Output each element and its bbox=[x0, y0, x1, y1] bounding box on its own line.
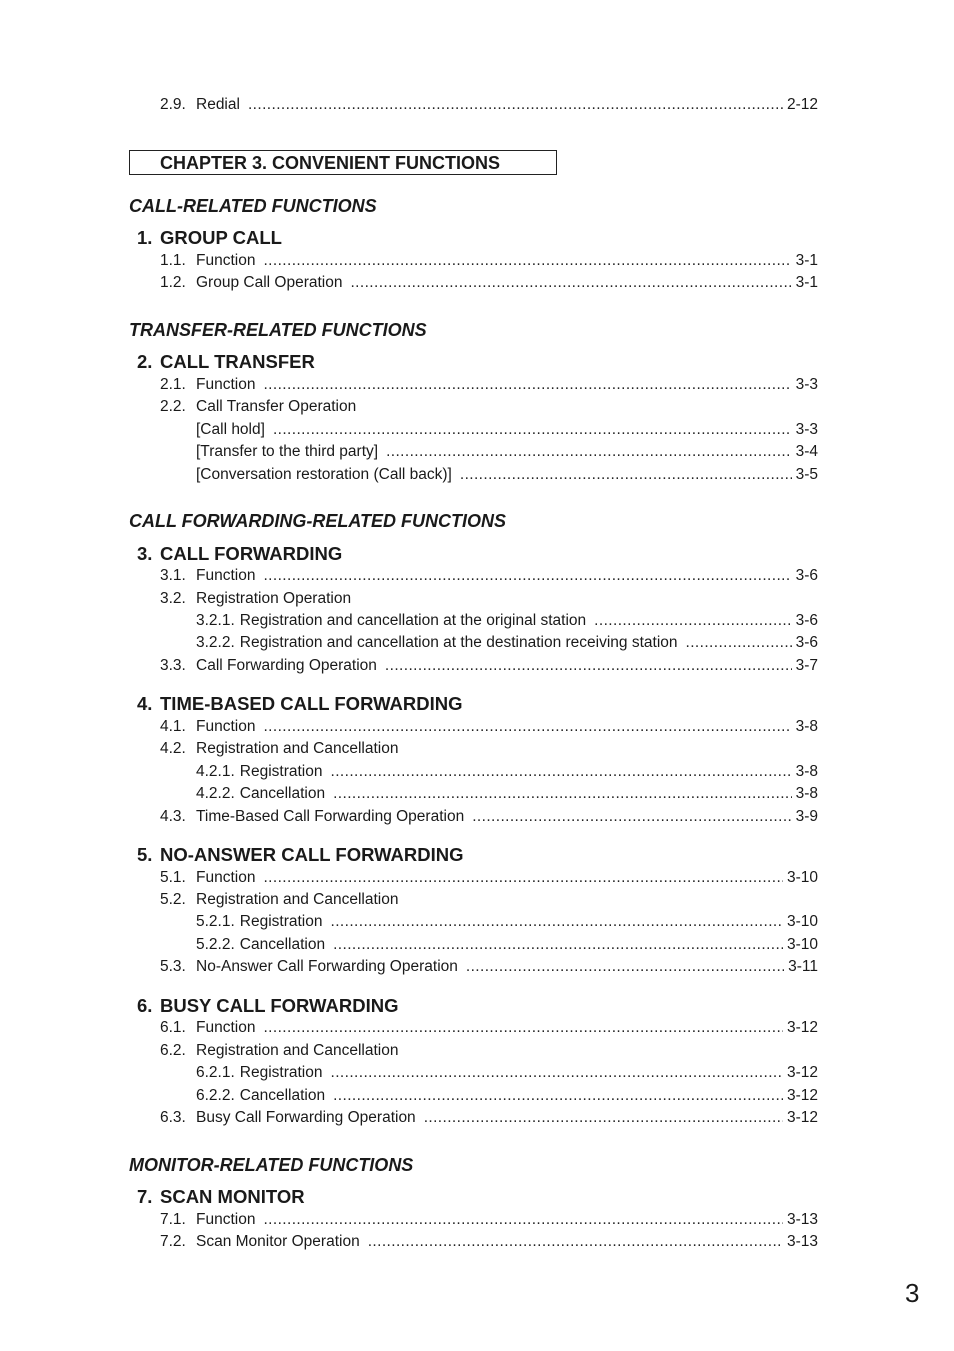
entry-label: Call Forwarding Operation bbox=[196, 657, 377, 674]
dot-leader bbox=[263, 565, 791, 587]
entry-label: Function bbox=[196, 567, 256, 584]
entry-page: 3-13 bbox=[786, 1233, 818, 1250]
entry-page: 3-1 bbox=[795, 252, 818, 269]
section-label: BUSY CALL FORWARDING bbox=[160, 995, 399, 1016]
entry-page: 3-7 bbox=[795, 657, 818, 674]
toc-entry[interactable] bbox=[160, 250, 818, 272]
section-title[interactable] bbox=[137, 844, 464, 866]
dot-leader bbox=[472, 806, 791, 828]
section-label: SCAN MONITOR bbox=[160, 1186, 305, 1207]
toc-entry[interactable] bbox=[160, 889, 818, 911]
section-label: GROUP CALL bbox=[160, 227, 282, 248]
section-title[interactable] bbox=[137, 1186, 305, 1208]
entry-page: 3-10 bbox=[786, 913, 818, 930]
entry-label: Cancellation bbox=[239, 936, 326, 953]
toc-entry[interactable] bbox=[196, 934, 818, 956]
entry-number: 5.2. bbox=[160, 891, 186, 908]
dot-leader bbox=[385, 655, 792, 677]
entry-label: Call Transfer Operation bbox=[196, 398, 357, 415]
toc-entry[interactable] bbox=[196, 632, 818, 654]
dot-leader bbox=[331, 1062, 783, 1084]
entry-number: 7.2. bbox=[160, 1233, 186, 1250]
toc-entry[interactable] bbox=[160, 716, 818, 738]
section-number: 4. bbox=[137, 693, 153, 714]
entry-number: 5.1. bbox=[160, 869, 186, 886]
group-title-transfer-related: TRANSFER-RELATED FUNCTIONS bbox=[129, 320, 427, 340]
entry-label: Busy Call Forwarding Operation bbox=[196, 1109, 416, 1126]
dot-leader bbox=[424, 1107, 783, 1129]
entry-label: Function bbox=[196, 252, 256, 269]
toc-entry[interactable] bbox=[160, 956, 818, 978]
entry-label: Function bbox=[196, 869, 256, 886]
toc-entry[interactable] bbox=[160, 738, 818, 760]
entry-number: 6.2.1. bbox=[196, 1064, 235, 1081]
toc-entry[interactable] bbox=[196, 610, 818, 632]
entry-number: 6.2.2. bbox=[196, 1087, 235, 1104]
toc-entry[interactable] bbox=[160, 867, 818, 889]
entry-label: Redial bbox=[196, 96, 240, 113]
entry-page: 3-10 bbox=[786, 869, 818, 886]
toc-entry[interactable] bbox=[160, 1209, 818, 1231]
entry-number: 2.1. bbox=[160, 376, 186, 393]
toc-entry[interactable] bbox=[160, 1231, 818, 1253]
entry-label: Registration and cancellation at the original station bbox=[239, 612, 587, 629]
entry-number: 1.1. bbox=[160, 252, 186, 269]
dot-leader bbox=[273, 419, 792, 441]
toc-entry[interactable] bbox=[196, 419, 818, 441]
page-number: 3 bbox=[905, 1278, 920, 1308]
dot-leader bbox=[248, 94, 783, 116]
entry-number: 4.1. bbox=[160, 718, 186, 735]
entry-page: 3-6 bbox=[795, 612, 818, 629]
toc-entry[interactable] bbox=[196, 1062, 818, 1084]
entry-label: Function bbox=[196, 376, 256, 393]
entry-number: 4.2.2. bbox=[196, 785, 235, 802]
entry-page: 3-3 bbox=[795, 421, 818, 438]
toc-entry[interactable] bbox=[160, 1040, 818, 1062]
dot-leader bbox=[368, 1231, 783, 1253]
entry-page: 3-12 bbox=[786, 1087, 818, 1104]
toc-entry[interactable] bbox=[160, 565, 818, 587]
section-label: CALL FORWARDING bbox=[160, 543, 343, 564]
toc-entry[interactable] bbox=[160, 655, 818, 677]
dot-leader bbox=[263, 867, 783, 889]
entry-label: [Conversation restoration (Call back)] bbox=[196, 466, 452, 483]
entry-label: Function bbox=[196, 1019, 256, 1036]
toc-entry[interactable] bbox=[160, 1107, 818, 1129]
entry-number: 3.2. bbox=[160, 590, 186, 607]
dot-leader bbox=[263, 716, 791, 738]
entry-page: 2-12 bbox=[786, 96, 818, 113]
entry-page: 3-8 bbox=[795, 763, 818, 780]
section-number: 1. bbox=[137, 227, 153, 248]
section-number: 7. bbox=[137, 1186, 153, 1207]
entry-page: 3-8 bbox=[795, 785, 818, 802]
entry-page: 3-11 bbox=[788, 958, 818, 975]
group-title-monitor-related: MONITOR-RELATED FUNCTIONS bbox=[129, 1155, 414, 1175]
toc-entry[interactable] bbox=[160, 588, 818, 610]
toc-entry[interactable] bbox=[196, 1085, 818, 1107]
entry-number: 5.2.2. bbox=[196, 936, 235, 953]
dot-leader bbox=[263, 1209, 783, 1231]
entry-number: 3.2.2. bbox=[196, 634, 235, 651]
entry-label: [Call hold] bbox=[196, 421, 265, 438]
entry-number: 2.2. bbox=[160, 398, 186, 415]
section-title[interactable] bbox=[137, 227, 282, 249]
group-title-call-related: CALL-RELATED FUNCTIONS bbox=[129, 196, 377, 216]
dot-leader bbox=[331, 911, 783, 933]
entry-number: 6.1. bbox=[160, 1019, 186, 1036]
dot-leader bbox=[333, 783, 792, 805]
group-title-forwarding-related: CALL FORWARDING-RELATED FUNCTIONS bbox=[129, 511, 506, 531]
section-title[interactable] bbox=[137, 351, 315, 373]
entry-label: Registration bbox=[239, 1064, 323, 1081]
entry-label: Registration and cancellation at the destination receiving station bbox=[239, 634, 678, 651]
chapter-heading: CHAPTER 3. CONVENIENT FUNCTIONS bbox=[129, 150, 557, 175]
toc-entry[interactable] bbox=[160, 374, 818, 396]
toc-entry[interactable] bbox=[196, 911, 818, 933]
entry-number: 1.2. bbox=[160, 274, 186, 291]
entry-page: 3-12 bbox=[786, 1064, 818, 1081]
entry-label: Registration and Cancellation bbox=[196, 1042, 399, 1059]
entry-number: 3.1. bbox=[160, 567, 186, 584]
entry-number: 6.2. bbox=[160, 1042, 186, 1059]
entry-page: 3-12 bbox=[786, 1109, 818, 1126]
section-label: NO-ANSWER CALL FORWARDING bbox=[160, 844, 464, 865]
entry-label: Group Call Operation bbox=[196, 274, 343, 291]
dot-leader bbox=[263, 250, 791, 272]
entry-page: 3-6 bbox=[795, 634, 818, 651]
section-title[interactable] bbox=[137, 543, 342, 565]
entry-label: Registration and Cancellation bbox=[196, 891, 399, 908]
toc-entry[interactable] bbox=[196, 441, 818, 463]
section-number: 5. bbox=[137, 844, 153, 865]
toc-entry[interactable] bbox=[196, 761, 818, 783]
section-title[interactable] bbox=[137, 995, 398, 1017]
entry-label: Time-Based Call Forwarding Operation bbox=[196, 808, 465, 825]
entry-page: 3-9 bbox=[795, 808, 818, 825]
dot-leader bbox=[460, 464, 792, 486]
entry-page: 3-8 bbox=[795, 718, 818, 735]
entry-number: 4.3. bbox=[160, 808, 186, 825]
entry-label: [Transfer to the third party] bbox=[196, 443, 379, 460]
entry-page: 3-6 bbox=[795, 567, 818, 584]
entry-page: 3-12 bbox=[786, 1019, 818, 1036]
entry-number: 6.3. bbox=[160, 1109, 186, 1126]
entry-page: 3-10 bbox=[786, 936, 818, 953]
entry-page: 3-5 bbox=[795, 466, 818, 483]
dot-leader bbox=[350, 272, 791, 294]
dot-leader bbox=[331, 761, 792, 783]
toc-entry[interactable] bbox=[160, 396, 818, 418]
entry-label: Function bbox=[196, 718, 256, 735]
entry-label: Registration and Cancellation bbox=[196, 740, 399, 757]
entry-page: 3-13 bbox=[786, 1211, 818, 1228]
entry-number: 4.2.1. bbox=[196, 763, 235, 780]
dot-leader bbox=[686, 632, 792, 654]
toc-entry[interactable] bbox=[160, 272, 818, 294]
toc-entry[interactable] bbox=[160, 1017, 818, 1039]
section-label: CALL TRANSFER bbox=[160, 351, 315, 372]
toc-entry[interactable] bbox=[160, 94, 818, 116]
section-title[interactable] bbox=[137, 693, 463, 715]
entry-page: 3-1 bbox=[795, 274, 818, 291]
entry-number: 5.2.1. bbox=[196, 913, 235, 930]
toc-entry[interactable] bbox=[196, 464, 818, 486]
dot-leader bbox=[466, 956, 784, 978]
entry-label: Registration bbox=[239, 913, 323, 930]
entry-label: Cancellation bbox=[239, 1087, 326, 1104]
dot-leader bbox=[263, 374, 791, 396]
entry-page: 3-4 bbox=[795, 443, 818, 460]
dot-leader bbox=[333, 1085, 783, 1107]
section-number: 6. bbox=[137, 995, 153, 1016]
entry-label: Registration Operation bbox=[196, 590, 352, 607]
entry-number: 7.1. bbox=[160, 1211, 186, 1228]
dot-leader bbox=[386, 441, 792, 463]
toc-entry[interactable] bbox=[196, 783, 818, 805]
entry-label: Scan Monitor Operation bbox=[196, 1233, 360, 1250]
section-number: 2. bbox=[137, 351, 153, 372]
entry-label: Cancellation bbox=[239, 785, 326, 802]
dot-leader bbox=[263, 1017, 783, 1039]
entry-number: 3.3. bbox=[160, 657, 186, 674]
entry-number: 5.3. bbox=[160, 958, 186, 975]
entry-label: No-Answer Call Forwarding Operation bbox=[196, 958, 458, 975]
entry-label: Function bbox=[196, 1211, 256, 1228]
entry-number: 4.2. bbox=[160, 740, 186, 757]
entry-number: 2.9. bbox=[160, 96, 186, 113]
dot-leader bbox=[333, 934, 783, 956]
entry-label: Registration bbox=[239, 763, 323, 780]
toc-entry[interactable] bbox=[160, 806, 818, 828]
dot-leader bbox=[594, 610, 791, 632]
section-number: 3. bbox=[137, 543, 153, 564]
section-label: TIME-BASED CALL FORWARDING bbox=[160, 693, 463, 714]
entry-number: 3.2.1. bbox=[196, 612, 235, 629]
entry-page: 3-3 bbox=[795, 376, 818, 393]
